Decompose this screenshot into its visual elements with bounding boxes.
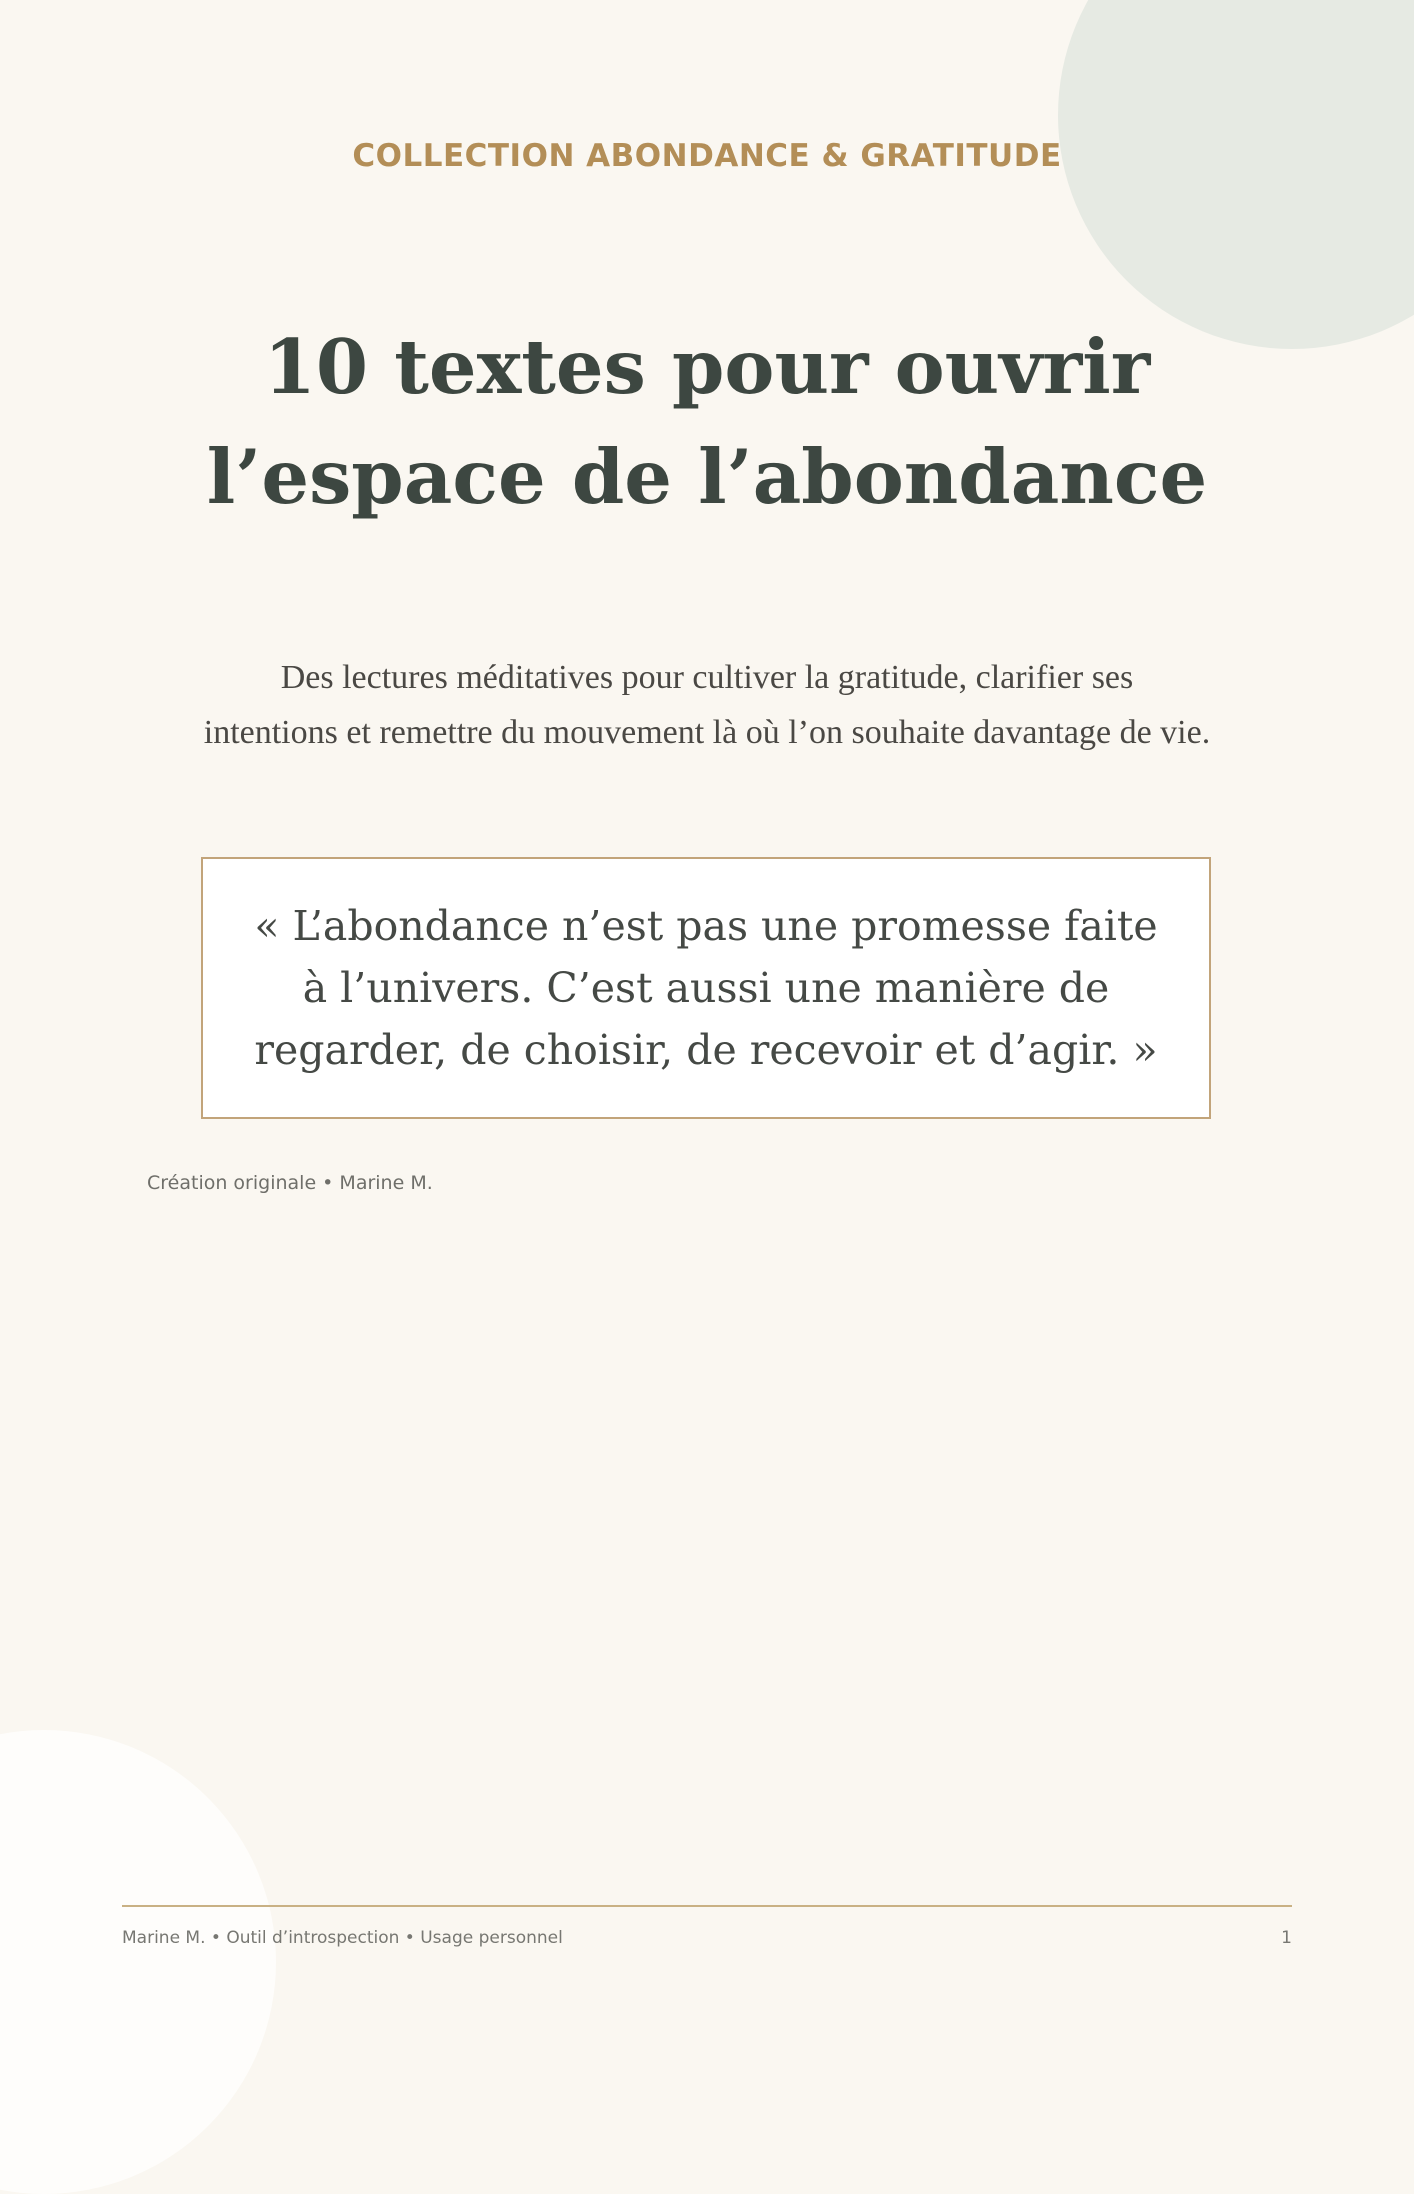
page-title [100, 312, 1314, 532]
title-line-1: 10 textes pour ouvrir [263, 323, 1151, 411]
collection-eyebrow: COLLECTION ABONDANCE & GRATITUDE [352, 138, 1062, 174]
quote-line-1: « L’abondance n’est pas une promesse faite [254, 902, 1158, 950]
quote-line-2: à l’univers. C’est aussi une manière de [302, 964, 1110, 1012]
subtitle-line-1: Des lectures méditatives pour cultiver la gratitude, clarifier ses [280, 659, 1134, 696]
decorative-circle-top [1058, 0, 1414, 349]
quote-box [201, 857, 1211, 1119]
page-number: 1 [1281, 1928, 1292, 1948]
quote-text [216, 895, 1196, 1081]
decorative-circle-bottom [0, 1730, 276, 2194]
subtitle-line-2: intentions et remettre du mouvement là où l’on souhaite davantage de vie. [203, 714, 1211, 751]
quote-line-3: regarder, de choisir, de recevoir et d’agir. » [254, 1026, 1158, 1074]
author-credit: Création originale • Marine M. [147, 1172, 433, 1194]
footer-text: Marine M. • Outil d’introspection • Usage personnel [122, 1928, 563, 1948]
title-line-2: l’espace de l’abondance [206, 433, 1208, 521]
subtitle [130, 650, 1284, 760]
footer-divider [122, 1905, 1292, 1907]
